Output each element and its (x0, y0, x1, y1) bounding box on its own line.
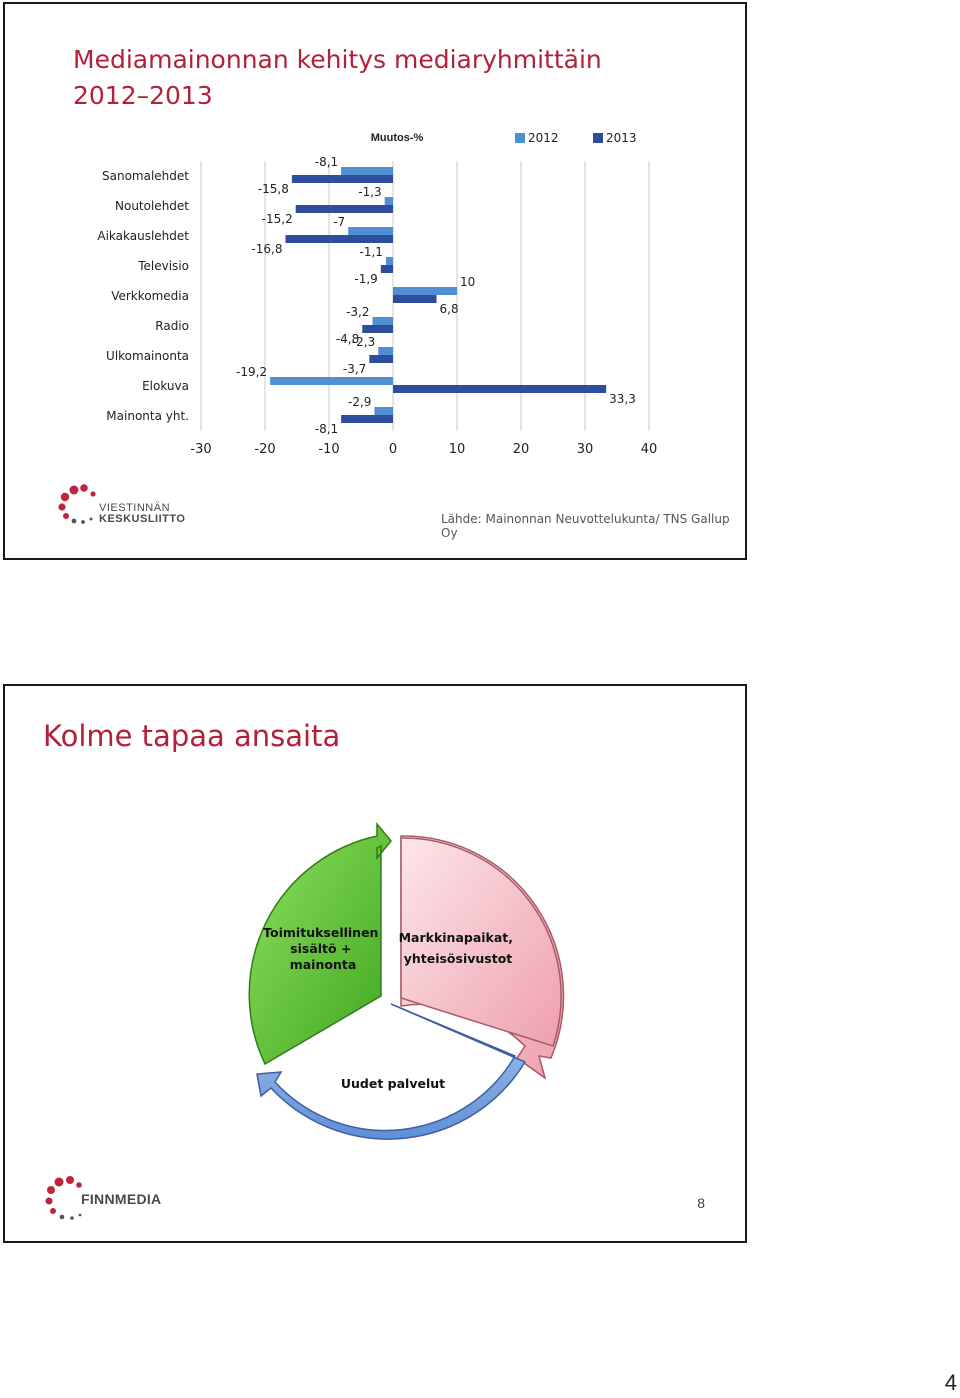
data-label: 33,3 (609, 392, 636, 406)
segment-label-pink: Markkinapaikat, yhteisösivustot (398, 930, 514, 966)
title-line-2: 2012–2013 (73, 81, 213, 110)
cycle-diagram (5, 686, 745, 1241)
x-tick-label: -10 (318, 442, 340, 457)
legend-label: 2012 (528, 131, 559, 145)
category-label: Sanomalehdet (102, 169, 189, 183)
data-label: -3,7 (342, 362, 367, 376)
x-tick-label: 40 (640, 442, 658, 457)
data-label: -16,8 (251, 242, 283, 256)
data-label: -8,1 (314, 155, 339, 169)
segment-label-green: Toimituksellinen sisältö + mainonta (263, 925, 379, 972)
data-label: -1,9 (354, 272, 378, 286)
bar-2013 (393, 385, 606, 393)
category-label: Verkkomedia (111, 289, 189, 303)
page-number: 4 (944, 1370, 957, 1395)
data-label: -2,3 (351, 335, 376, 349)
source-note: Lähde: Mainonnan Neuvottelukunta/ TNS Gallup Oy (441, 512, 730, 540)
category-label: Noutolehdet (115, 199, 189, 213)
legend-swatch (593, 133, 603, 143)
segment-label-blue: Uudet palvelut (340, 1076, 446, 1091)
logo-line-2: KESKUSLIITTO (99, 513, 186, 525)
bar-2013 (341, 415, 393, 423)
category-label: Mainonta yht. (106, 409, 189, 423)
legend-swatch (515, 133, 525, 143)
data-label: -2,9 (348, 395, 372, 409)
slide-three-ways (3, 684, 747, 1243)
bar-2012 (393, 287, 457, 295)
data-label: 10 (460, 275, 476, 289)
title-line-1: Mediamainonnan kehitys mediaryhmittäin (73, 45, 602, 74)
logo-line-1: VIESTINNÄN (99, 502, 171, 514)
data-label: -15,2 (261, 212, 293, 226)
chart-title: Muutos-% (370, 132, 424, 144)
x-tick-label: 30 (576, 442, 594, 457)
data-label: -19,2 (236, 365, 268, 379)
data-label: -1,1 (359, 245, 383, 259)
data-label: -4,8 (335, 332, 360, 346)
slide-number: 8 (697, 1195, 705, 1211)
legend-label: 2013 (606, 131, 637, 145)
slide-title: Kolme tapaa ansaita (43, 719, 341, 753)
x-tick-label: 10 (448, 442, 466, 457)
bar-2012 (270, 377, 393, 385)
category-label: Aikakauslehdet (97, 229, 189, 243)
bar-2013 (292, 175, 393, 183)
data-label: 6,8 (439, 302, 459, 316)
category-label: Ulkomainonta (106, 349, 189, 363)
bar-2013 (296, 205, 393, 213)
data-label: -8,1 (314, 422, 339, 436)
bar-2013 (285, 235, 393, 243)
data-label: -15,8 (257, 182, 289, 196)
bar-2012 (373, 317, 393, 325)
bar-2012 (348, 227, 393, 235)
category-label: Televisio (138, 259, 189, 273)
x-tick-label: 20 (512, 442, 530, 457)
bar-2012 (378, 347, 393, 355)
finnmedia-logo-text: FINNMEDIA (81, 1191, 162, 1207)
bar-2013 (369, 355, 393, 363)
bar-2012 (374, 407, 393, 415)
x-tick-label: 0 (388, 442, 398, 457)
bar-2012 (386, 257, 393, 265)
data-label: -7 (333, 215, 346, 229)
bar-2013 (381, 265, 393, 273)
data-label: -3,2 (346, 305, 370, 319)
slide-media-advertising (3, 2, 747, 560)
x-tick-label: -20 (254, 442, 276, 457)
bar-2012 (341, 167, 393, 175)
x-tick-label: -30 (190, 442, 212, 457)
data-label: -1,3 (358, 185, 382, 199)
bar-chart (5, 4, 745, 474)
category-label: Elokuva (142, 379, 189, 393)
bar-2013 (393, 295, 437, 303)
bar-2013 (362, 325, 393, 333)
bar-2012 (385, 197, 393, 205)
category-label: Radio (155, 319, 189, 333)
